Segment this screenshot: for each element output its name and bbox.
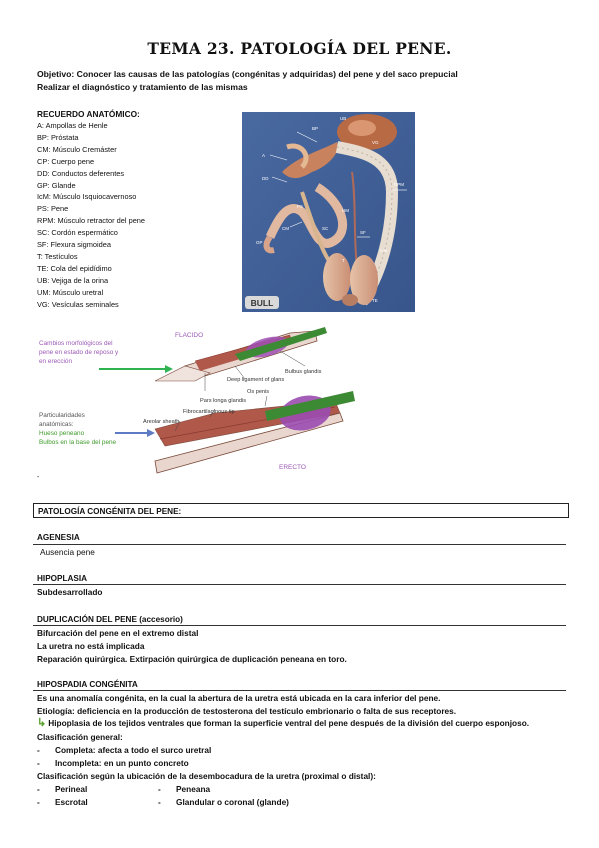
- note2-line2: anatómicas:: [39, 421, 74, 428]
- label-areolar-sheath: Areolar sheath: [143, 419, 180, 425]
- label-deep-ligament: Deep ligament of glans: [227, 377, 285, 383]
- classification-item-1: [37, 744, 212, 757]
- hipospadia-definition: Es una anomalía congénita, en la cual la abertura de la uretra está ubicada en la cara inferior del pene.: [37, 693, 441, 703]
- objective-line-1: Conocer las causas de las patologías (congénitas y adquiridas) del pene y del saco prepucial: [76, 69, 458, 79]
- dash: -: [37, 784, 40, 794]
- bull-anatomy-figure: [242, 112, 415, 312]
- hipospadia-heading: HIPOSPADIA CONGÉNITA: [37, 680, 138, 689]
- objective-block: [37, 68, 458, 94]
- svg-text:UB: UB: [340, 116, 347, 121]
- location-escrotal: Escrotal: [55, 797, 88, 807]
- classification-incomplete: Incompleta: en un punto concreto: [55, 758, 189, 768]
- svg-text:CM: CM: [282, 226, 289, 231]
- location-peneana: Peneana: [176, 784, 211, 794]
- location-glandular: Glandular o coronal (glande): [176, 797, 289, 807]
- hipospadia-hypoplasia-row: [37, 717, 529, 730]
- svg-text:SC: SC: [322, 226, 329, 231]
- objective-label: Objetivo:: [37, 69, 75, 79]
- legend-item: PS: Pene: [37, 204, 69, 214]
- anatomy-heading: RECUERDO ANATÓMICO:: [37, 109, 140, 119]
- svg-text:T: T: [342, 258, 345, 263]
- duplicacion-heading: DUPLICACIÓN DEL PENE (accesorio): [37, 615, 183, 624]
- legend-item: CP: Cuerpo pene: [37, 156, 95, 166]
- hipoplasia-text: Subdesarrollado: [37, 587, 103, 597]
- note1-line3: en erección: [39, 358, 73, 365]
- note2-green-1: Hueso peneano: [39, 430, 85, 437]
- curved-arrow-icon: ↳: [37, 717, 47, 729]
- svg-text:GP: GP: [256, 240, 263, 245]
- agenesia-heading: AGENESIA: [37, 533, 80, 542]
- note1-line2: pene en estado de reposo y: [39, 349, 119, 356]
- legend-item: T: Testículos: [37, 251, 78, 261]
- svg-text:SF: SF: [360, 230, 366, 235]
- penis-morphology-figure: [35, 321, 355, 483]
- bull-anatomy-illustration: [242, 112, 415, 312]
- duplicacion-line-3: Reparación quirúrgica. Extirpación quirúrgica de duplicación peneana en toro.: [37, 654, 347, 664]
- divider: [33, 625, 566, 626]
- bull-badge: BULL: [250, 298, 274, 308]
- svg-text:BP: BP: [312, 126, 319, 131]
- divider: [33, 544, 566, 545]
- dash: -: [37, 745, 40, 755]
- agenesia-text: Ausencia pene: [40, 547, 95, 557]
- stray-bullet: -: [37, 474, 40, 481]
- dash: -: [158, 797, 161, 807]
- legend-item: TE: Cola del epidídimo: [37, 263, 112, 273]
- legend-item: CM: Músculo Cremáster: [37, 144, 117, 154]
- location-perineal: Perineal: [55, 784, 88, 794]
- svg-text:VG: VG: [372, 140, 379, 145]
- divider: [33, 584, 566, 585]
- anatomy-legend: [37, 120, 145, 311]
- legend-item: DD: Conductos deferentes: [37, 168, 125, 178]
- classification-heading: Clasificación general:: [37, 732, 123, 742]
- hipospadia-etiology: Etiología: deficiencia en la producción de testosterona del testículo embrionario o falta de sus receptores.: [37, 706, 457, 716]
- objective-line-2: Realizar el diagnóstico y tratamiento de las mismas: [37, 82, 248, 92]
- svg-text:RPM: RPM: [394, 182, 404, 187]
- dash: -: [158, 784, 161, 794]
- note1-line1: Cambios morfológicos del: [39, 340, 113, 347]
- dash: -: [37, 758, 40, 768]
- hipospadia-hypoplasia: Hipoplasia de los tejidos ventrales que forman la superficie ventral del pene después de la división del cuerpo esponjoso.: [48, 718, 530, 728]
- label-fibrocartilaginous: Fibrocartilaginous tip: [183, 409, 235, 415]
- legend-item: IcM: Músculo Isquiocavernoso: [37, 192, 137, 202]
- note2-line1: Particularidades: [39, 412, 85, 419]
- duplicacion-line-2: La uretra no está implicada: [37, 641, 145, 651]
- legend-item: VG: Vesículas seminales: [37, 299, 119, 309]
- label-pars-longa: Pars longa glandis: [200, 398, 247, 404]
- svg-text:DD: DD: [262, 176, 269, 181]
- legend-item: RPM: Músculo retractor del pene: [37, 216, 146, 226]
- note2-green-2: Bulbos en la base del pene: [39, 439, 117, 446]
- duplicacion-line-1: Bifurcación del pene en el extremo distal: [37, 628, 199, 638]
- hipoplasia-heading: HIPOPLASIA: [37, 574, 88, 583]
- legend-item: GP: Glande: [37, 180, 76, 190]
- page-title: TEMA 23. PATOLOGÍA DEL PENE.: [147, 39, 452, 58]
- legend-item: A: Ampollas de Henle: [37, 121, 108, 130]
- svg-text:UM: UM: [342, 208, 349, 213]
- erect-label: ERECTO: [279, 464, 306, 471]
- legend-item: BP: Próstata: [37, 132, 79, 142]
- legend-item: UM: Músculo uretral: [37, 287, 104, 297]
- divider: [33, 690, 566, 691]
- svg-text:TE: TE: [372, 298, 378, 303]
- legend-item: SC: Cordón espermático: [37, 228, 118, 238]
- dash: -: [37, 797, 40, 807]
- label-os-penis: Os penis: [247, 389, 270, 395]
- penis-morphology-illustration: [35, 321, 355, 483]
- svg-text:PS: PS: [297, 204, 304, 209]
- svg-text:IcM: IcM: [380, 248, 388, 253]
- flaccid-label: FLACIDO: [175, 332, 204, 339]
- classification-item-2: [37, 757, 189, 770]
- label-bulbus-glandis: Bulbus glandis: [285, 369, 322, 375]
- congenital-section-header: PATOLOGÍA CONGÉNITA DEL PENE:: [33, 503, 569, 518]
- legend-item: UB: Vejiga de la orina: [37, 275, 109, 285]
- location-classification-heading: Clasificación según la ubicación de la desembocadura de la uretra (proximal o distal):: [37, 771, 376, 781]
- legend-item: SF: Flexura sigmoidea: [37, 240, 111, 250]
- classification-complete: Completa: afecta a todo el surco uretral: [55, 745, 212, 755]
- svg-text:A: A: [262, 153, 266, 158]
